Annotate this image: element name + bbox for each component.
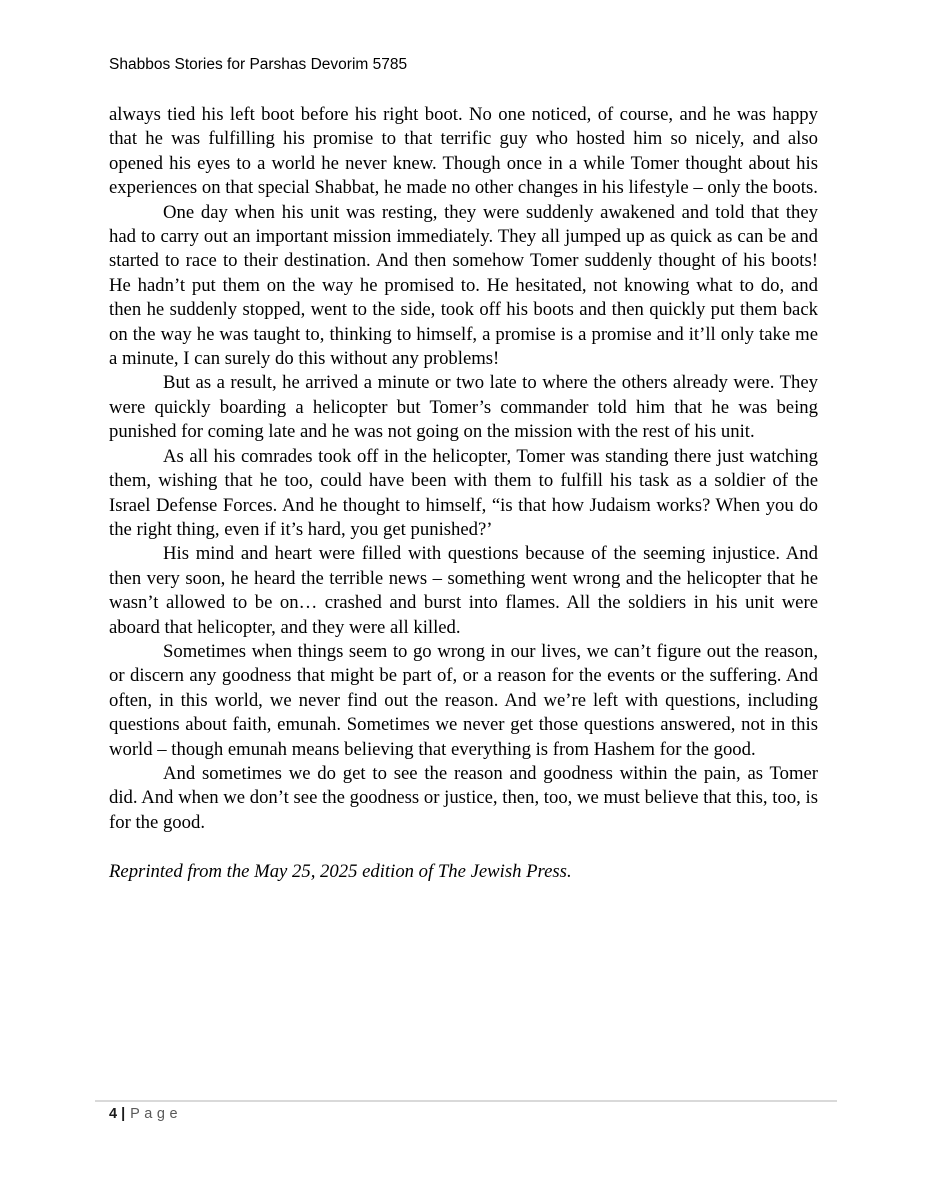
page-number: 4 [109, 1106, 118, 1122]
document-header [109, 55, 407, 75]
body-paragraph: His mind and heart were filled with questions because of the seeming injustice. And then very soon, he heard the terrible news – something went wrong and the helicopter that he wasn’t allowed to be on… crashed and burst into flames. All the soldiers in his unit were aboard that helicopter, and they were all killed. [109, 543, 818, 638]
body-paragraph: Sometimes when things seem to go wrong in our lives, we can’t figure out the reason, or discern any goodness that might be part of, or a reason for the events or the suffering. And often, in this world, we never find out the reason. And we’re left with questions, including questions about faith, emunah. Sometimes we never get those questions answered, not in this world – though emunah means believing that everything is from Hashem for the good. [109, 640, 818, 760]
body-paragraph: But as a result, he arrived a minute or two late to where the others already were. They were quickly boarding a helicopter but Tomer’s commander told him that he was being punished for coming late and he was not going on the mission with the rest of his unit. [109, 372, 818, 443]
body-paragraph: One day when his unit was resting, they were suddenly awakened and told that they had to carry out an important mission immediately. They all jumped up as quick as can be and started to race to their destination. And then somehow Tomer suddenly thought of his boots! He hadn’t put them on the way he promised to. He hesitated, not knowing what to do, and then he suddenly stopped, went to the side, took off his boots and then quickly put them back on the way he was taught to, thinking to himself, a promise is a promise and it’ll only take me a minute, I can surely do this without any problems! [109, 201, 818, 370]
body-paragraph: always tied his left boot before his right boot. No one noticed, of course, and he was happy that he was fulfilling his promise to that terrific guy who hosted him so nicely, and also opened his eyes to a world he never knew. Though once in a while Tomer thought about his experiences on that special Shabbat, he made no other changes in his lifestyle – only the boots. [109, 104, 818, 199]
reprint-attribution: Reprinted from the May 25, 2025 edition of The Jewish Press. [109, 860, 572, 882]
footer-divider [95, 1100, 837, 1102]
document-body [109, 103, 818, 884]
page-label: Page [130, 1106, 183, 1122]
body-paragraph: As all his comrades took off in the helicopter, Tomer was standing there just watching them, wishing that he too, could have been with them to fulfill his task as a soldier of the Israel Defense Forces. And he thought to himself, “is that how Judaism works? When you do the right thing, even if it’s hard, you get punished?’ [109, 445, 818, 540]
page-footer [109, 1105, 182, 1124]
body-paragraph: And sometimes we do get to see the reason and goodness within the pain, as Tomer did. And when we don’t see the goodness or justice, then, too, we must believe that this, too, is for the good. [109, 762, 818, 833]
header-title: Shabbos Stories for Parshas Devorim 5785 [109, 56, 408, 73]
footer-separator: | [121, 1106, 126, 1122]
